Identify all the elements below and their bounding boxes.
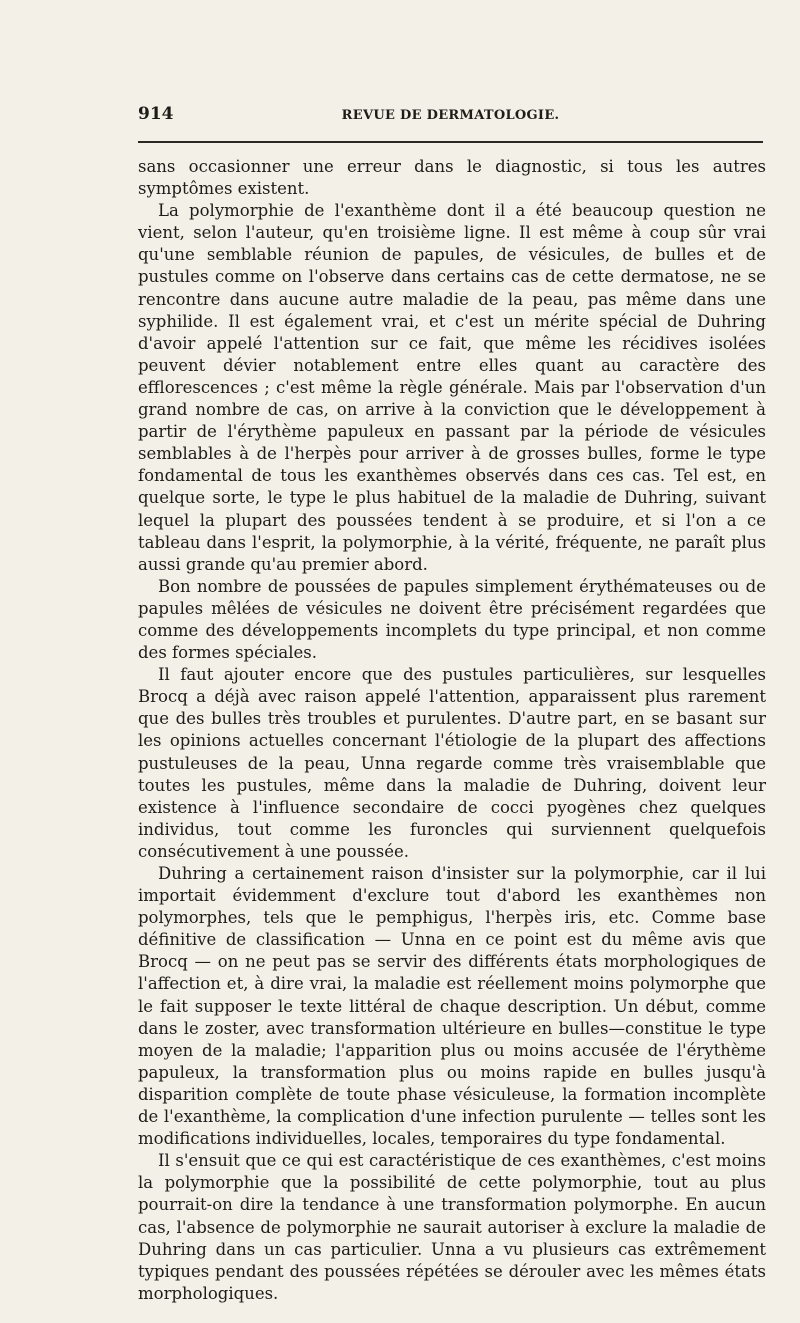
body-text	[138, 156, 766, 1305]
paragraph: sans occasionner une erreur dans le diagnostic, si tous les autres symptômes existent.	[138, 157, 766, 199]
page-header	[138, 104, 763, 128]
page-number: 914	[138, 104, 174, 124]
header-rule	[138, 141, 763, 143]
paragraph: La polymorphie de l'exanthème dont il a été beaucoup question ne vient, selon l'auteur, qu'en troisième ligne. Il est même à coup sûr vrai qu'une semblable réunion de papules, de vésicules, de bulles et de pustules comme on l'observe dans certains cas de cette dermatose, ne se rencontre dans aucune autre maladie de la peau, pas même dans une syphilide. Il est également vrai, et c'est un mérite spécial de Duhring d'avoir appelé l'attention sur ce fait, que même les récidives isolées peuvent dévier notablement entre elles quant au caractère des efflorescences ; c'est même la règle générale. Mais par l'observation d'un grand nombre de cas, on arrive à la conviction que le développement à partir de l'érythème papuleux en passant par la période de vésicules semblables à de l'herpès pour arriver à de grosses bulles, forme le type fondamental de tous les exanthèmes observés dans ces cas. Tel est, en quelque sorte, le type le plus habituel de la maladie de Duhring, suivant lequel la plupart des poussées tendent à se produire, et si l'on a ce tableau dans l'esprit, la polymorphie, à la vérité, fréquente, ne paraît plus aussi grande qu'au premier abord.	[138, 201, 766, 574]
paragraph: Duhring a certainement raison d'insister sur la polymorphie, car il lui importait évidemment d'exclure tout d'abord les exanthèmes non polymorphes, tels que le pemphigus, l'herpès iris, etc. Comme base définitive de classification — Unna en ce point est du même avis que Brocq — on ne peut pas se servir des différents états morphologiques de l'affection et, à dire vrai, la maladie est réellement moins polymorphe que le fait supposer le texte littéral de chaque description. Un début, comme dans le zoster, avec transformation ultérieure en bulles—constitue le type moyen de la maladie; l'apparition plus ou moins accusée de l'érythème papuleux, la transformation plus ou moins rapide en bulles jusqu'à disparition complète de toute phase vésiculeuse, la formation incomplète de l'exanthème, la complication d'une infection purulente — telles sont les modifications individuelles, locales, temporaires du type fondamental.	[138, 864, 766, 1149]
paragraph: Bon nombre de poussées de papules simplement érythémateuses ou de papules mêlées de vésicules ne doivent être précisément regardées que comme des développements incomplets du type principal, et non comme des formes spéciales.	[138, 576, 766, 663]
running-title: REVUE DE DERMATOLOGIE.	[341, 108, 560, 123]
paragraph: Il faut ajouter encore que des pustules particulières, sur lesquelles Brocq a déjà avec raison appelé l'attention, apparaissent plus rarement que des bulles très troubles et purulentes. D'autre part, en se basant sur les opinions actuelles concernant l'étiologie de la plupart des affections pustuleuses de la peau, Unna regarde comme très vraisemblable que toutes les pustules, même dans la maladie de Duhring, doivent leur existence à l'influence secondaire de cocci pyogènes chez quelques individus, tout comme les furoncles qui surviennent quelquefois consécutivement à une poussée.	[138, 665, 766, 861]
paragraph: Il s'ensuit que ce qui est caractéristique de ces exanthèmes, c'est moins la polymorphie que la possibilité de cette polymorphie, tout au plus pourrait-on dire la tendance à une transformation polymorphe. En aucun cas, l'absence de polymorphie ne saurait autoriser à exclure la maladie de Duhring dans un cas particulier. Unna a vu plusieurs cas extrêmement typiques pendant des poussées répétées se dérouler avec les mêmes états morphologiques.	[138, 1151, 766, 1303]
